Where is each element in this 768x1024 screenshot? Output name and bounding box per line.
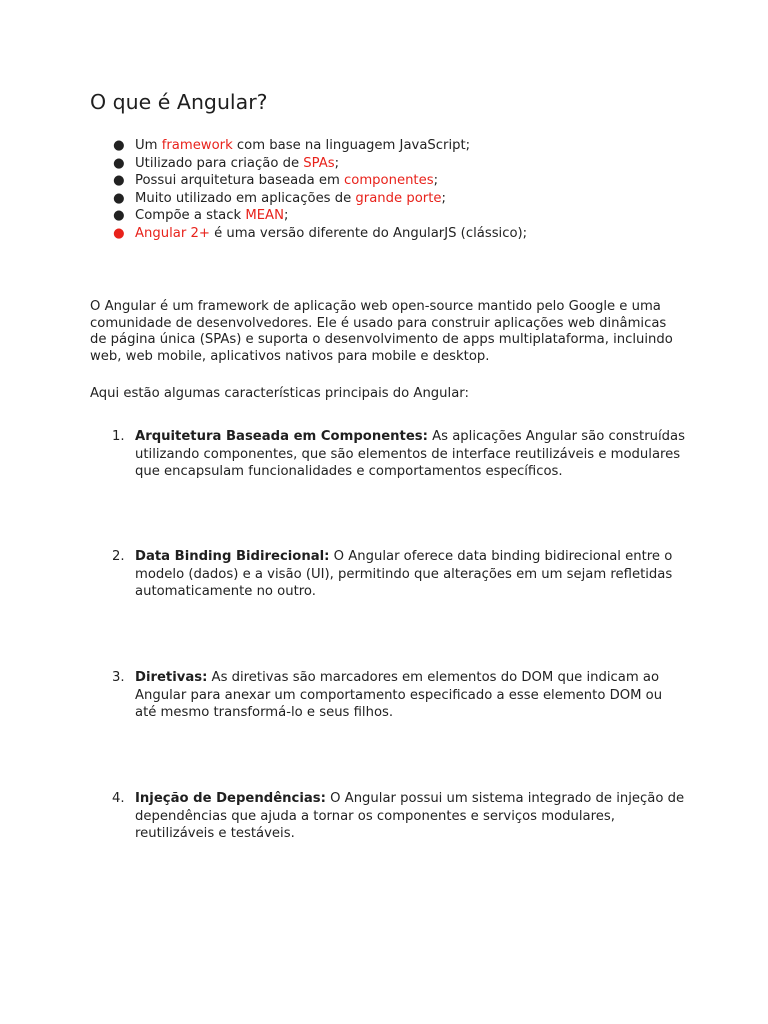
highlight-text: framework (161, 138, 233, 153)
bullet-item: ● Angular 2+ é uma versão diferente do AngularJS (clássico); (113, 225, 528, 241)
bullet-item: ● Possui arquitetura baseada em componentes; (113, 173, 439, 189)
highlight-text: MEAN (245, 208, 284, 224)
feature-number: 3. (112, 670, 125, 685)
page-title: O que é Angular? (90, 90, 268, 114)
bullet-item: ● Utilizado para criação de SPAs; (113, 155, 340, 171)
feature-term: Data Binding Bidirecional: (135, 549, 330, 564)
document-page (90, 0, 685, 1024)
bullet-dot-icon: ● (113, 225, 125, 241)
feature-item-dependency-injection (90, 790, 685, 843)
bullet-dot-icon: ● (113, 190, 125, 206)
highlight-text: Angular 2+ (135, 225, 210, 241)
feature-body: Injeção de Dependências: O Angular possui um sistema integrado de injeção de dependências que ajuda a tornar os componentes e serviços modulares, reutilizáveis e testáveis. (135, 791, 685, 842)
feature-term: Injeção de Dependências: (135, 791, 326, 806)
feature-item-components (90, 428, 685, 481)
feature-number: 1. (112, 429, 125, 444)
bullet-dot-icon: ● (113, 138, 125, 153)
intro-paragraph: O Angular é um framework de aplicação web open-source mantido pelo Google e uma comunidade de desenvolvedores. Ele é usado para construir aplicações web dinâmicas de página única (SPAs) e suporta o desenvolvimento de apps multiplataforma, incluindo web, web mobile, aplicativos nativos para mobile e desktop. (90, 299, 673, 364)
highlight-text: componentes (344, 173, 434, 189)
feature-number: 2. (112, 549, 125, 564)
bullet-item: ● Compõe a stack MEAN; (113, 208, 289, 224)
feature-body: Arquitetura Baseada em Componentes: As aplicações Angular são construídas utilizando componentes, que são elementos de interface reutilizáveis e modulares que encapsulam funcionalidades e comportamentos específicos. (135, 429, 685, 480)
feature-body: Diretivas: As diretivas são marcadores em elementos do DOM que indicam ao Angular para anexar um comportamento especificado a esse elemento DOM ou até mesmo transformá-lo e seus filhos. (135, 670, 663, 721)
bullet-item: ● Muito utilizado em aplicações de grande porte; (113, 190, 446, 206)
bullet-dot-icon: ● (113, 155, 125, 171)
feature-item-data-binding (90, 548, 680, 601)
highlight-text: grande porte (355, 190, 442, 206)
feature-body: Data Binding Bidirecional: O Angular oferece data binding bidirecional entre o modelo (dados) e a visão (UI), permitindo que alterações em um sejam refletidas automaticamente no outro. (135, 549, 673, 600)
features-lead-text: Aqui estão algumas características principais do Angular: (90, 386, 469, 401)
feature-item-directives (90, 669, 680, 722)
bullet-dot-icon: ● (113, 173, 125, 189)
feature-number: 4. (112, 791, 125, 806)
feature-term: Diretivas: (135, 670, 208, 685)
bullet-item: ● Um framework com base na linguagem JavaScript; (113, 138, 471, 153)
highlight-text: SPAs (303, 155, 335, 171)
bullet-dot-icon: ● (113, 208, 125, 224)
summary-bullet-list (90, 137, 527, 243)
feature-term: Arquitetura Baseada em Componentes: (135, 429, 428, 444)
